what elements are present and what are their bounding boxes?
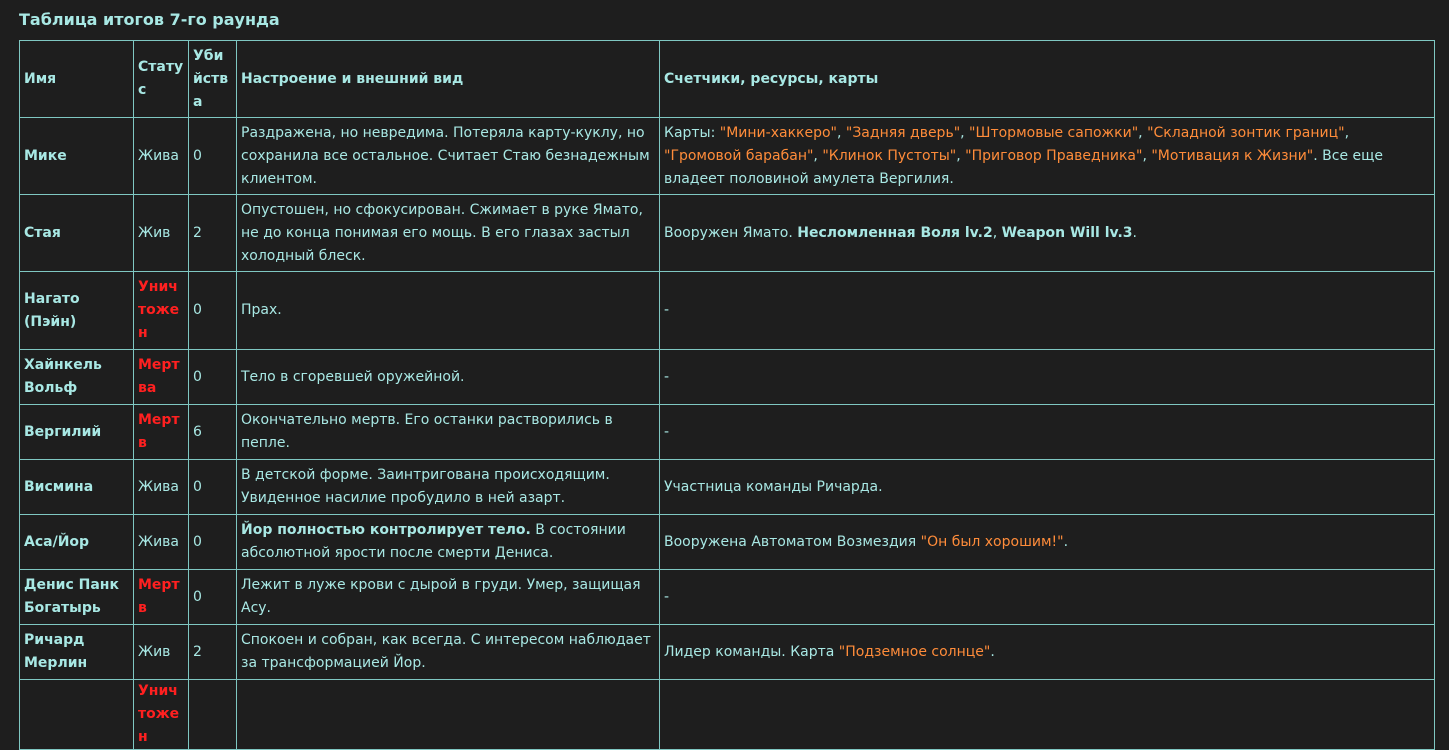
table-row: [20, 460, 1435, 515]
cell-status: Уничтожен: [134, 272, 189, 350]
cell-kills: 6: [189, 405, 237, 460]
card-he-was-good: "Он был хорошим!": [920, 533, 1064, 550]
cell-counters: -: [660, 570, 1435, 625]
card-separator: ,: [1142, 147, 1152, 164]
cell-mood: Тело в сгоревшей оружейной.: [237, 350, 660, 405]
table-row: [20, 195, 1435, 272]
page-wrapper: [19, 0, 1435, 750]
counters-suffix: .: [1132, 224, 1137, 241]
table-header-row: [20, 41, 1435, 118]
card-border-umbrella: "Складной зонтик границ": [1147, 124, 1345, 141]
cell-name: Аса/Йор: [20, 515, 134, 570]
card-underground-sun: "Подземное солнце": [838, 643, 991, 660]
cell-counters: -: [660, 272, 1435, 350]
header-name: Имя: [20, 41, 134, 118]
counters-suffix: .: [1063, 533, 1069, 550]
header-mood: Настроение и внешний вид: [237, 41, 660, 118]
card-righteous-verdict: "Приговор Праведника": [965, 147, 1143, 164]
card-separator: ,: [836, 124, 846, 141]
card-back-door: "Задняя дверь": [845, 124, 961, 141]
results-table: [19, 40, 1435, 750]
cell-mood: Прах.: [237, 272, 660, 350]
cell-status: Жив: [134, 625, 189, 680]
cell-kills: 0: [189, 570, 237, 625]
cell-kills: 0: [189, 272, 237, 350]
card-storm-boots: "Штормовые сапожки": [969, 124, 1139, 141]
counters-prefix: Вооружен Ямато.: [664, 224, 798, 241]
cell-name: Вергилий: [20, 405, 134, 460]
cell-mood: Раздражена, но невредима. Потеряла карту-куклу, но сохранила все остальное. Считает Стаю безнадежным клиентом.: [237, 118, 660, 195]
card-life-motivation: "Мотивация к Жизни": [1151, 147, 1314, 164]
counters-suffix: . Все еще владеет половиной амулета Вергилия.: [664, 147, 1383, 187]
card-separator: ,: [1344, 124, 1350, 141]
card-separator: ,: [956, 147, 966, 164]
table-row: [20, 625, 1435, 680]
cell-status: Мертва: [134, 350, 189, 405]
cell-mood: Лежит в луже крови с дырой в груди. Умер, защищая Асу.: [237, 570, 660, 625]
cell-status: Мертв: [134, 405, 189, 460]
counters-prefix: Лидер команды. Карта: [664, 643, 839, 660]
cell-mood: Окончательно мертв. Его останки растворились в пепле.: [237, 405, 660, 460]
page-title: Таблица итогов 7-го раунда: [19, 10, 280, 29]
table-row: [20, 515, 1435, 570]
skill-unbroken-will: Несломленная Воля lv.2: [797, 224, 993, 241]
table-row: [20, 350, 1435, 405]
cell-counters: -: [660, 350, 1435, 405]
cell-mood: [237, 515, 660, 570]
header-counters: Счетчики, ресурсы, карты: [660, 41, 1435, 118]
card-void-blade: "Клинок Пустоты": [822, 147, 957, 164]
header-kills: Убийства: [189, 41, 237, 118]
card-separator: ,: [813, 147, 823, 164]
card-separator: ,: [1138, 124, 1148, 141]
cell-kills: 0: [189, 515, 237, 570]
table-row: [20, 680, 1435, 750]
cell-name: Денис Панк Богатырь: [20, 570, 134, 625]
cell-counters: [660, 195, 1435, 272]
cell-name: Висмина: [20, 460, 134, 515]
mood-text: В состоянии абсолютной ярости после смерти Дениса.: [241, 522, 626, 561]
cell-counters: [660, 118, 1435, 195]
card-separator: ,: [960, 124, 970, 141]
cell-counters: [660, 680, 1435, 750]
cell-status: Жива: [134, 515, 189, 570]
skill-weapon-will: Weapon Will lv.3: [1001, 224, 1133, 241]
cell-mood: [237, 680, 660, 750]
cell-mood: Спокоен и собран, как всегда. С интересом наблюдает за трансформацией Йор.: [237, 625, 660, 680]
card-mini-hakkero: "Мини-хаккеро": [719, 124, 837, 141]
counters-prefix: Вооружена Автоматом Возмездия: [664, 533, 921, 550]
cell-kills: 2: [189, 625, 237, 680]
cell-status: Жив: [134, 195, 189, 272]
counters-mid: ,: [992, 224, 1002, 241]
card-thunder-drum: "Громовой барабан": [664, 147, 814, 164]
cell-name: Хайнкель Вольф: [20, 350, 134, 405]
table-row: [20, 272, 1435, 350]
cell-kills: 0: [189, 350, 237, 405]
cell-counters: [660, 625, 1435, 680]
cell-name: Мике: [20, 118, 134, 195]
counters-suffix: .: [990, 643, 995, 660]
cell-status: Мертв: [134, 570, 189, 625]
counters-prefix: Карты:: [664, 124, 720, 141]
cell-counters: Участница команды Ричарда.: [660, 460, 1435, 515]
header-status: Статус: [134, 41, 189, 118]
cell-status: Жива: [134, 118, 189, 195]
table-row: [20, 570, 1435, 625]
cell-status: Жива: [134, 460, 189, 515]
cell-name: Стая: [20, 195, 134, 272]
cell-mood: В детской форме. Заинтригована происходящим. Увиденное насилие пробудило в ней азарт.: [237, 460, 660, 515]
cell-counters: [660, 515, 1435, 570]
cell-status: Уничтожен: [134, 680, 189, 750]
cell-kills: 2: [189, 195, 237, 272]
cell-name: Ричард Мерлин: [20, 625, 134, 680]
table-row: [20, 118, 1435, 195]
cell-name: [20, 680, 134, 750]
table-row: [20, 405, 1435, 460]
cell-kills: 0: [189, 460, 237, 515]
cell-counters: -: [660, 405, 1435, 460]
mood-bold: Йор полностью контролирует тело.: [241, 522, 531, 538]
cell-mood: Опустошен, но сфокусирован. Сжимает в руке Ямато, не до конца понимая его мощь. В его глазах застыл холодный блеск.: [237, 195, 660, 272]
cell-kills: 0: [189, 118, 237, 195]
cell-kills: [189, 680, 237, 750]
cell-name: Нагато (Пэйн): [20, 272, 134, 350]
